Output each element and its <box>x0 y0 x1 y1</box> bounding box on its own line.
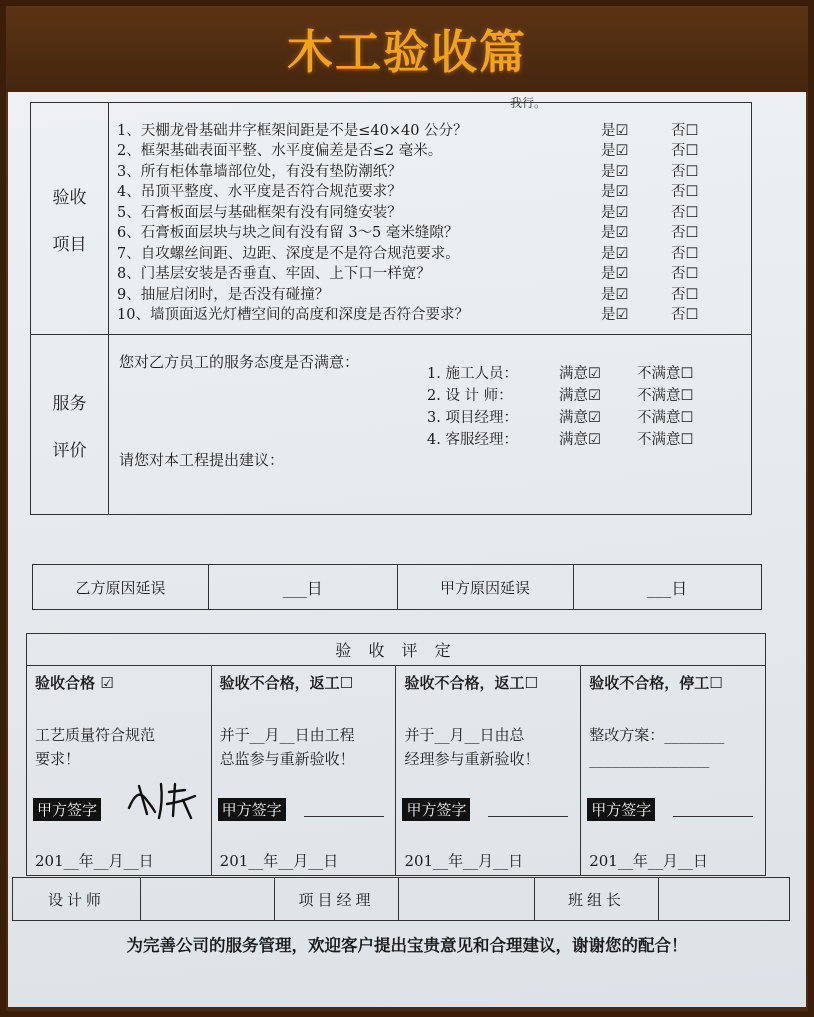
no-checkbox[interactable]: 否☐ <box>671 184 699 201</box>
pm-label: 项目经理 <box>275 878 399 921</box>
roles-table <box>12 877 790 921</box>
list-item <box>117 242 751 263</box>
no-checkbox[interactable]: 否☐ <box>671 266 699 283</box>
pm-signature-field[interactable] <box>399 878 535 921</box>
date-field[interactable]: 201__年__月__日 <box>589 852 708 870</box>
rework-text-1b: 总监参与重新验收！ <box>219 750 355 768</box>
acceptance-label-cell <box>31 103 109 335</box>
footer-note: 为完善公司的服务管理，欢迎客户提出宝贵意见和合理建议，谢谢您的配合！ <box>126 936 688 955</box>
list-item <box>117 201 751 222</box>
designer-signature-field[interactable] <box>141 878 275 921</box>
sign-label: 甲方签字 <box>402 798 470 821</box>
yes-checkbox[interactable]: 是☑ <box>601 204 629 221</box>
no-checkbox[interactable]: 否☐ <box>671 307 699 324</box>
list-item <box>117 160 751 181</box>
sign-label: 甲方签字 <box>587 798 655 821</box>
evaluation-table <box>26 633 766 876</box>
list-item <box>117 263 751 284</box>
signature-field[interactable] <box>304 816 384 817</box>
satisfied-checkbox[interactable]: 满意☑ <box>559 387 601 404</box>
rework-checkbox-2[interactable]: 验收不合格，返工☐ <box>404 674 538 692</box>
item-text: 6、石膏板面层块与块之间有没有留 3～5 毫米缝隙？ <box>117 225 459 242</box>
no-checkbox[interactable]: 否☐ <box>671 122 699 139</box>
signature-field[interactable] <box>488 816 568 817</box>
rework-text-2b: 经理参与重新验收！ <box>404 750 540 768</box>
party-a-delay-label: 甲方原因延误 <box>397 565 573 610</box>
suggestion-prompt: 请您对本工程提出建议： <box>119 451 285 469</box>
list-item <box>117 140 751 161</box>
date-field[interactable]: 201__年__月__日 <box>35 852 154 870</box>
unsatisfied-checkbox[interactable]: 不满意☐ <box>637 387 694 404</box>
sign-label: 甲方签字 <box>33 798 101 821</box>
yes-checkbox[interactable]: 是☑ <box>601 245 629 262</box>
rework-checkbox-1[interactable]: 验收不合格，返工☐ <box>219 674 354 692</box>
banner-title: 木工验收篇 <box>287 25 527 79</box>
party-b-delay-field[interactable]: ___日 <box>209 565 398 610</box>
pass-checkbox[interactable]: 验收合格 ☑ <box>35 674 114 692</box>
yes-checkbox[interactable]: 是☑ <box>601 286 629 303</box>
rework-text-1a: 并于__月__日由工程 <box>219 726 355 744</box>
pass-text-1: 工艺质量符合规范 <box>35 726 156 744</box>
item-text: 4、吊顶平整度、水平度是否符合规范要求？ <box>117 184 402 201</box>
list-item <box>427 405 694 427</box>
rectification-line[interactable]: ________________ <box>589 750 710 768</box>
service-label-1: 服务 <box>52 393 87 414</box>
list-item <box>117 181 751 202</box>
service-label-2: 评价 <box>52 440 87 461</box>
banner <box>6 6 808 92</box>
acceptance-items <box>109 103 752 335</box>
yes-checkbox[interactable]: 是☑ <box>601 143 629 160</box>
list-item <box>117 119 751 140</box>
service-label-cell <box>31 335 109 515</box>
signature-field[interactable] <box>673 816 753 817</box>
eval-col-rework-2 <box>396 666 581 876</box>
service-question: 您对乙方员工的服务态度是否满意： <box>119 353 360 371</box>
eval-col-pass <box>27 666 212 876</box>
unsatisfied-checkbox[interactable]: 不满意☐ <box>637 431 694 448</box>
designer-label: 设计师 <box>13 878 141 921</box>
list-item <box>427 361 694 383</box>
team-leader-signature-field[interactable] <box>659 878 790 921</box>
yes-checkbox[interactable]: 是☑ <box>601 163 629 180</box>
handwritten-signature <box>125 778 205 822</box>
unsatisfied-checkbox[interactable]: 不满意☐ <box>637 365 694 382</box>
list-item <box>117 304 751 325</box>
acceptance-label-2: 项目 <box>52 234 87 255</box>
party-a-delay-field[interactable]: ___日 <box>573 565 762 610</box>
satisfied-checkbox[interactable]: 满意☑ <box>559 365 601 382</box>
rectification-plan[interactable]: 整改方案：________ <box>589 726 725 744</box>
sign-label: 甲方签字 <box>218 798 286 821</box>
yes-checkbox[interactable]: 是☑ <box>601 307 629 324</box>
item-text: 2、框架基础表面平整、水平度偏差是否≤2 毫米。 <box>117 143 443 160</box>
eval-col-rework-1 <box>211 666 396 876</box>
no-checkbox[interactable]: 否☐ <box>671 225 699 242</box>
eval-col-stop <box>581 666 766 876</box>
form-paper <box>8 92 806 1007</box>
item-text: 7、自攻螺丝间距、边距、深度是不是符合规范要求。 <box>117 245 460 262</box>
item-text: 3、所有柜体靠墙部位处，有没有垫防潮纸？ <box>117 163 402 180</box>
list-item <box>427 427 694 449</box>
evaluation-header: 验 收 评 定 <box>27 634 766 666</box>
service-role: 2. 设 计 师： <box>427 387 513 404</box>
cut-off-text: 我行。 <box>509 96 546 110</box>
acceptance-table <box>30 102 752 515</box>
party-b-delay-label: 乙方原因延误 <box>33 565 209 610</box>
list-item <box>427 383 694 405</box>
pass-text-2: 要求！ <box>35 750 81 768</box>
item-text: 1、天棚龙骨基础井字框架间距是不是≤40×40 公分？ <box>117 122 468 139</box>
item-text: 5、石膏板面层与基础框架有没有同缝安装？ <box>117 204 402 221</box>
yes-checkbox[interactable]: 是☑ <box>601 184 629 201</box>
item-text: 10、墙顶面返光灯槽空间的高度和深度是否符合要求？ <box>117 307 469 324</box>
no-checkbox[interactable]: 否☐ <box>671 143 699 160</box>
date-field[interactable]: 201__年__月__日 <box>404 852 524 870</box>
service-cell <box>109 335 752 515</box>
delay-table <box>32 564 762 610</box>
yes-checkbox[interactable]: 是☑ <box>601 266 629 283</box>
stop-work-checkbox[interactable]: 验收不合格，停工☐ <box>589 674 723 692</box>
service-role: 3. 项目经理： <box>427 409 518 426</box>
satisfied-checkbox[interactable]: 满意☑ <box>559 409 601 426</box>
service-role: 4. 客服经理： <box>427 431 518 448</box>
rework-text-2a: 并于__月__日由总 <box>404 726 525 744</box>
list-item <box>117 283 751 304</box>
service-role: 1. 施工人员： <box>427 365 518 382</box>
unsatisfied-checkbox[interactable]: 不满意☐ <box>637 409 694 426</box>
yes-checkbox[interactable]: 是☑ <box>601 225 629 242</box>
no-checkbox[interactable]: 否☐ <box>671 245 699 262</box>
item-text: 9、抽屉启闭时，是否没有碰撞？ <box>117 286 330 303</box>
no-checkbox[interactable]: 否☐ <box>671 204 699 221</box>
no-checkbox[interactable]: 否☐ <box>671 163 699 180</box>
yes-checkbox[interactable]: 是☑ <box>601 122 629 139</box>
team-leader-label: 班组长 <box>535 878 659 921</box>
no-checkbox[interactable]: 否☐ <box>671 286 699 303</box>
satisfied-checkbox[interactable]: 满意☑ <box>559 431 601 448</box>
acceptance-label-1: 验收 <box>52 187 87 208</box>
date-field[interactable]: 201__年__月__日 <box>219 852 339 870</box>
item-text: 8、门基层安装是否垂直、牢固、上下口一样宽？ <box>117 266 431 283</box>
list-item <box>117 222 751 243</box>
service-list <box>427 361 694 449</box>
